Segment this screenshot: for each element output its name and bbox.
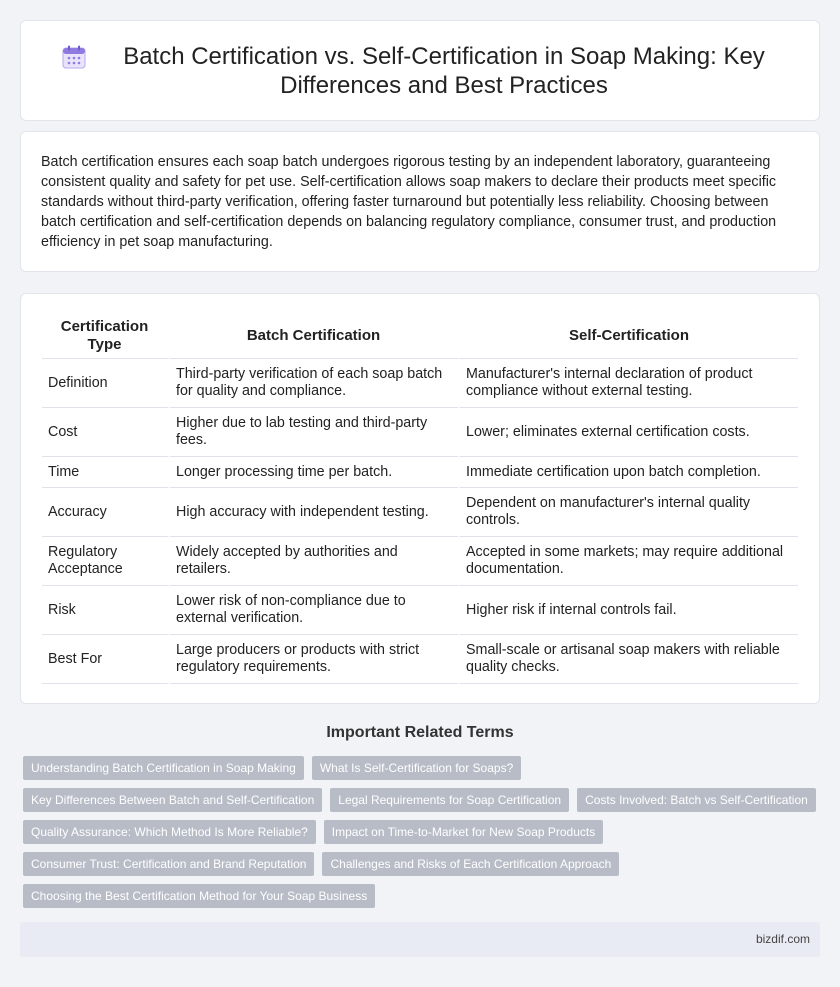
self-cell: Accepted in some markets; may require additional documentation.	[460, 537, 798, 586]
intro-card	[20, 131, 820, 272]
row-label: Risk	[42, 586, 170, 635]
related-term-link[interactable]: Legal Requirements for Soap Certification	[330, 788, 569, 812]
row-label: Accuracy	[42, 488, 170, 537]
column-header-batch: Batch Certification	[170, 314, 460, 359]
footer	[20, 922, 820, 957]
self-cell: Dependent on manufacturer's internal quality controls.	[460, 488, 798, 537]
comparison-table-card	[20, 293, 820, 704]
related-term-link[interactable]: Quality Assurance: Which Method Is More Reliable?	[23, 820, 316, 844]
related-term-link[interactable]: Challenges and Risks of Each Certification Approach	[322, 852, 619, 876]
self-cell: Higher risk if internal controls fail.	[460, 586, 798, 635]
tag-row	[23, 852, 823, 876]
row-label: Best For	[42, 635, 170, 684]
related-terms-list	[23, 756, 823, 916]
tag-row	[23, 788, 823, 812]
row-label: Definition	[42, 359, 170, 408]
column-header-type: Certification Type	[42, 314, 170, 359]
table-row	[42, 359, 798, 408]
intro-paragraph: Batch certification ensures each soap batch undergoes rigorous testing by an independent laboratory, guaranteeing consistent quality and safety for pet use. Self-certification allows soap makers to declare their products meet specific standards without third-party verification, offering faster turnaround but potentially less reliability. Choosing between batch certification and self-certification depends on balancing regulatory compliance, consumer trust, and production efficiency in pet soap manufacturing.	[41, 154, 777, 250]
row-label: Cost	[42, 408, 170, 457]
self-cell: Small-scale or artisanal soap makers with reliable quality checks.	[460, 635, 798, 684]
table-header-row	[42, 314, 798, 359]
related-term-link[interactable]: Costs Involved: Batch vs Self-Certification	[577, 788, 816, 812]
column-header-self: Self-Certification	[460, 314, 798, 359]
self-cell: Lower; eliminates external certification costs.	[460, 408, 798, 457]
related-terms-title: Important Related Terms	[326, 724, 514, 741]
page-title: Batch Certification vs. Self-Certification in Soap Making: Key Differences and Best Practices	[123, 42, 765, 99]
table-row	[42, 408, 798, 457]
calendar-icon	[61, 44, 87, 70]
related-term-link[interactable]: Impact on Time-to-Market for New Soap Products	[324, 820, 603, 844]
batch-cell: High accuracy with independent testing.	[170, 488, 460, 537]
table-row	[42, 586, 798, 635]
header-card	[20, 20, 820, 121]
table-row	[42, 457, 798, 488]
footer-site-link[interactable]: bizdif.com	[755, 932, 810, 946]
tag-row	[23, 756, 823, 780]
related-term-link[interactable]: Choosing the Best Certification Method for Your Soap Business	[23, 884, 375, 908]
related-term-link[interactable]: Understanding Batch Certification in Soap Making	[23, 756, 304, 780]
batch-cell: Higher due to lab testing and third-party fees.	[170, 408, 460, 457]
related-term-link[interactable]: Key Differences Between Batch and Self-Certification	[23, 788, 322, 812]
self-cell: Manufacturer's internal declaration of product compliance without external testing.	[460, 359, 798, 408]
tag-row	[23, 820, 823, 844]
table-row	[42, 635, 798, 684]
batch-cell: Widely accepted by authorities and retailers.	[170, 537, 460, 586]
table-row	[42, 537, 798, 586]
comparison-table	[42, 314, 798, 684]
batch-cell: Lower risk of non-compliance due to external verification.	[170, 586, 460, 635]
tag-row	[23, 884, 823, 908]
row-label: Time	[42, 457, 170, 488]
batch-cell: Longer processing time per batch.	[170, 457, 460, 488]
row-label: Regulatory Acceptance	[42, 537, 170, 586]
self-cell: Immediate certification upon batch completion.	[460, 457, 798, 488]
related-term-link[interactable]: What Is Self-Certification for Soaps?	[312, 756, 521, 780]
batch-cell: Third-party verification of each soap batch for quality and compliance.	[170, 359, 460, 408]
related-term-link[interactable]: Consumer Trust: Certification and Brand Reputation	[23, 852, 314, 876]
batch-cell: Large producers or products with strict regulatory requirements.	[170, 635, 460, 684]
table-row	[42, 488, 798, 537]
